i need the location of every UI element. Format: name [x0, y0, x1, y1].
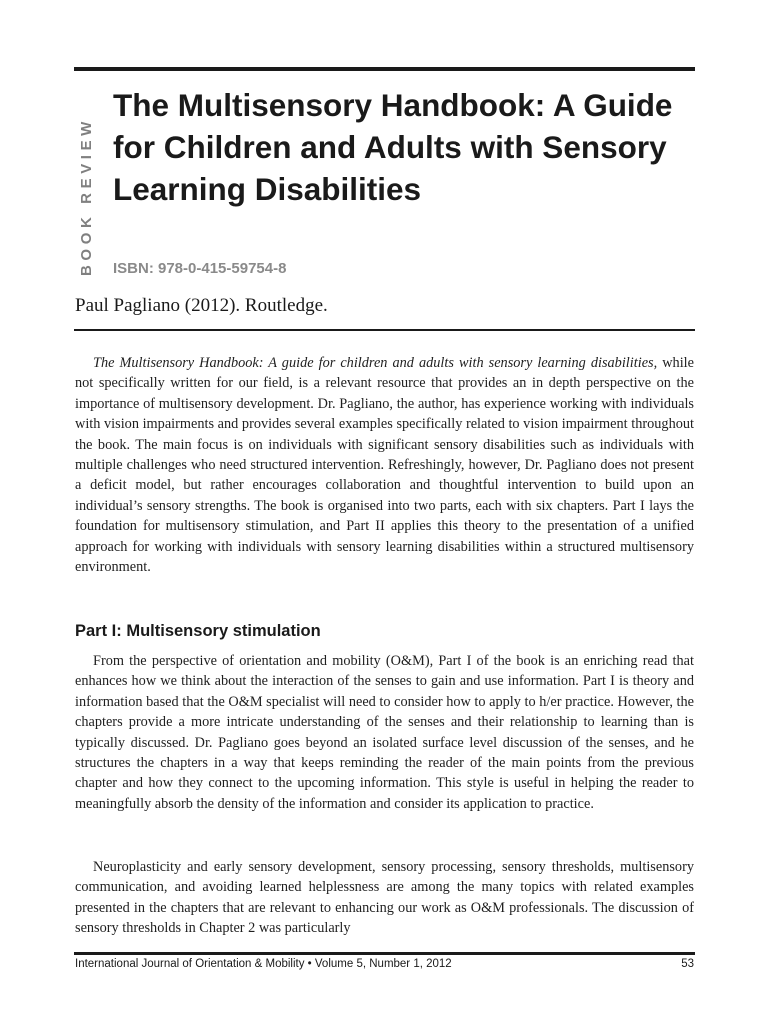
- paragraph: From the perspective of orientation and mobility (O&M), Part I of the book is an enriching read that enhances how we think about the interaction of the senses to gain and use information. Part I is theory and information based that the O&M specialist will need to consider how to apply to h/er practice. However, the chapters provide a more intricate understanding of the senses and their relationship to learning than is typically discussed. Dr. Pagliano goes beyond an isolated surface level discussion of the senses, and he structures the chapters in a way that keeps reminding the reader of the main points from the previous chapter and how they connect to the upcoming information. This style is useful in helping the reader to meaningfully absorb the density of the information and consider its application to practice.: [75, 653, 694, 812]
- citation: Paul Pagliano (2012). Routledge.: [75, 295, 328, 316]
- section-heading: Part I: Multisensory stimulation: [75, 622, 321, 640]
- intro-text: while not specifically written for our field, is a relevant resource that provides an in depth perspective on the importance of multisensory development. Dr. Pagliano, the author, has experience working with individuals with vision impairments and provides several examples specifically related to vision impairment throughout the book. The main focus is on individuals with significant sensory disabilities such as individuals with multiple challenges who need structured intervention. Refreshingly, however, Dr. Pagliano does not present a deficit model, but rather encourages collaboration and thoughtful intervention to build upon an individual’s sensory strengths. The book is organised into two parts, each with six chapters. Part I lays the foundation for multisensory stimulation, and Part II applies this theory to the presentation of a unified approach for working with individuals with sensory learning disabilities within a structured multisensory environment.: [75, 355, 694, 576]
- book-title-italic: The Multisensory Handbook: A guide for children and adults with sensory learning disabilities,: [93, 355, 658, 371]
- isbn: ISBN: 978-0-415-59754-8: [113, 260, 287, 277]
- section-label: BOOK REVIEW: [78, 117, 95, 276]
- intro-paragraph: [75, 353, 694, 577]
- top-rule: [74, 67, 695, 71]
- page-number: 53: [681, 958, 694, 970]
- page-title: The Multisensory Handbook: A Guide for Children and Adults with Sensory Learning Disabilities: [113, 87, 673, 207]
- journal-info: International Journal of Orientation & Mobility • Volume 5, Number 1, 2012: [75, 958, 452, 970]
- paragraph: Neuroplasticity and early sensory development, sensory processing, sensory thresholds, multisensory communication, and avoiding learned helplessness are among the many topics with related examples presented in the chapters that are relevant to enhancing our work as O&M professionals. The discussion of sensory thresholds in Chapter 2 was particularly: [75, 859, 694, 937]
- footer-rule: [74, 952, 695, 955]
- page-footer: [75, 958, 694, 970]
- header-divider: [74, 329, 695, 331]
